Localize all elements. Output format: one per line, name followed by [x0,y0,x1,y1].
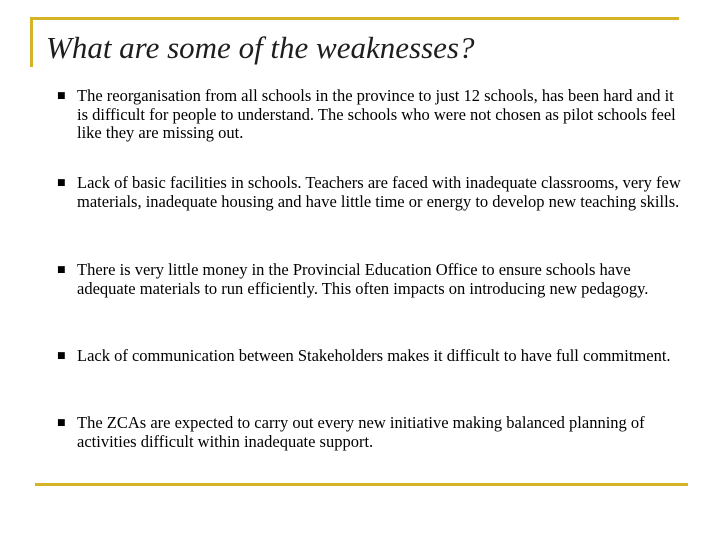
bullet-text: The reorganisation from all schools in the province to just 12 schools, has been hard and it is difficult for people to understand. The schools who were not chosen as pilot schools feel like they are missing out. [77,86,676,142]
square-bullet-icon: ■ [57,351,66,361]
title-frame-left-rule [30,17,33,67]
bullet-text: There is very little money in the Provincial Education Office to ensure schools have adequate materials to run efficiently. This often impacts on introducing new pedagogy. [77,260,649,298]
square-bullet-icon: ■ [57,178,66,188]
slide-title: What are some of the weaknesses? [46,30,475,65]
square-bullet-icon: ■ [57,91,66,101]
square-bullet-icon: ■ [57,265,66,275]
bottom-divider-rule [35,483,688,486]
bullet-text: The ZCAs are expected to carry out every new initiative making balanced planning of activities difficult within inadequate support. [77,413,645,451]
title-frame-top-rule [30,17,679,20]
bullet-text: Lack of communication between Stakeholders makes it difficult to have full commitment. [77,346,671,365]
square-bullet-icon: ■ [57,418,66,428]
bullet-text: Lack of basic facilities in schools. Teachers are faced with inadequate classrooms, very few materials, inadequate housing and have little time or energy to develop new teaching skills. [77,173,681,211]
